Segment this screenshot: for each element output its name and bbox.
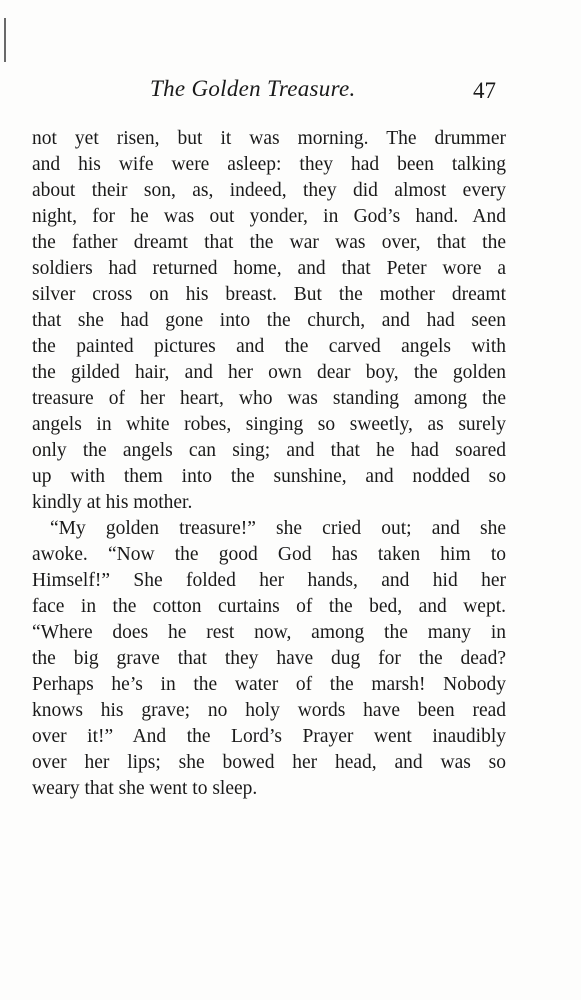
text-line: the big grave that they have dug for the dead? xyxy=(32,648,506,669)
text-line: Himself!” She folded her hands, and hid her xyxy=(32,570,506,591)
text-line: that she had gone into the church, and had seen xyxy=(32,310,506,331)
text-line: silver cross on his breast. But the mother dreamt xyxy=(32,284,506,305)
text-line: about their son, as, indeed, they did almost every xyxy=(32,180,506,201)
text-line: and his wife were asleep: they had been talking xyxy=(32,154,506,175)
text-line: Perhaps he’s in the water of the marsh! Nobody xyxy=(32,674,506,695)
text-line: over it!” And the Lord’s Prayer went inaudibly xyxy=(32,726,506,747)
page-header xyxy=(0,72,581,112)
text-line: the painted pictures and the carved angels with xyxy=(32,336,506,357)
text-line: the father dreamt that the war was over, that the xyxy=(32,232,506,253)
paragraph-1 xyxy=(32,126,506,516)
paragraph-2 xyxy=(32,516,506,802)
body-text xyxy=(32,126,506,802)
text-line: angels in white robes, singing so sweetly, as surely xyxy=(32,414,506,435)
text-line: soldiers had returned home, and that Peter wore a xyxy=(32,258,506,279)
text-line: over her lips; she bowed her head, and was so xyxy=(32,752,506,773)
text-line: knows his grave; no holy words have been read xyxy=(32,700,506,721)
text-line: “My golden treasure!” she cried out; and she xyxy=(50,518,506,539)
page-number: 47 xyxy=(473,78,496,103)
text-line: face in the cotton curtains of the bed, and wept. xyxy=(32,596,506,617)
text-line: treasure of her heart, who was standing among the xyxy=(32,388,506,409)
text-line: kindly at his mother. xyxy=(32,492,193,513)
text-line: weary that she went to sleep. xyxy=(32,778,258,799)
text-line: “Where does he rest now, among the many in xyxy=(32,622,506,643)
running-title: The Golden Treasure. xyxy=(150,76,356,101)
text-line: awoke. “Now the good God has taken him to xyxy=(32,544,506,565)
text-line: not yet risen, but it was morning. The drummer xyxy=(32,128,506,149)
page-edge-mark xyxy=(4,18,6,62)
text-line: only the angels can sing; and that he had soared xyxy=(32,440,506,461)
text-line: up with them into the sunshine, and nodded so xyxy=(32,466,506,487)
text-line: the gilded hair, and her own dear boy, the golden xyxy=(32,362,506,383)
text-line: night, for he was out yonder, in God’s hand. And xyxy=(32,206,506,227)
